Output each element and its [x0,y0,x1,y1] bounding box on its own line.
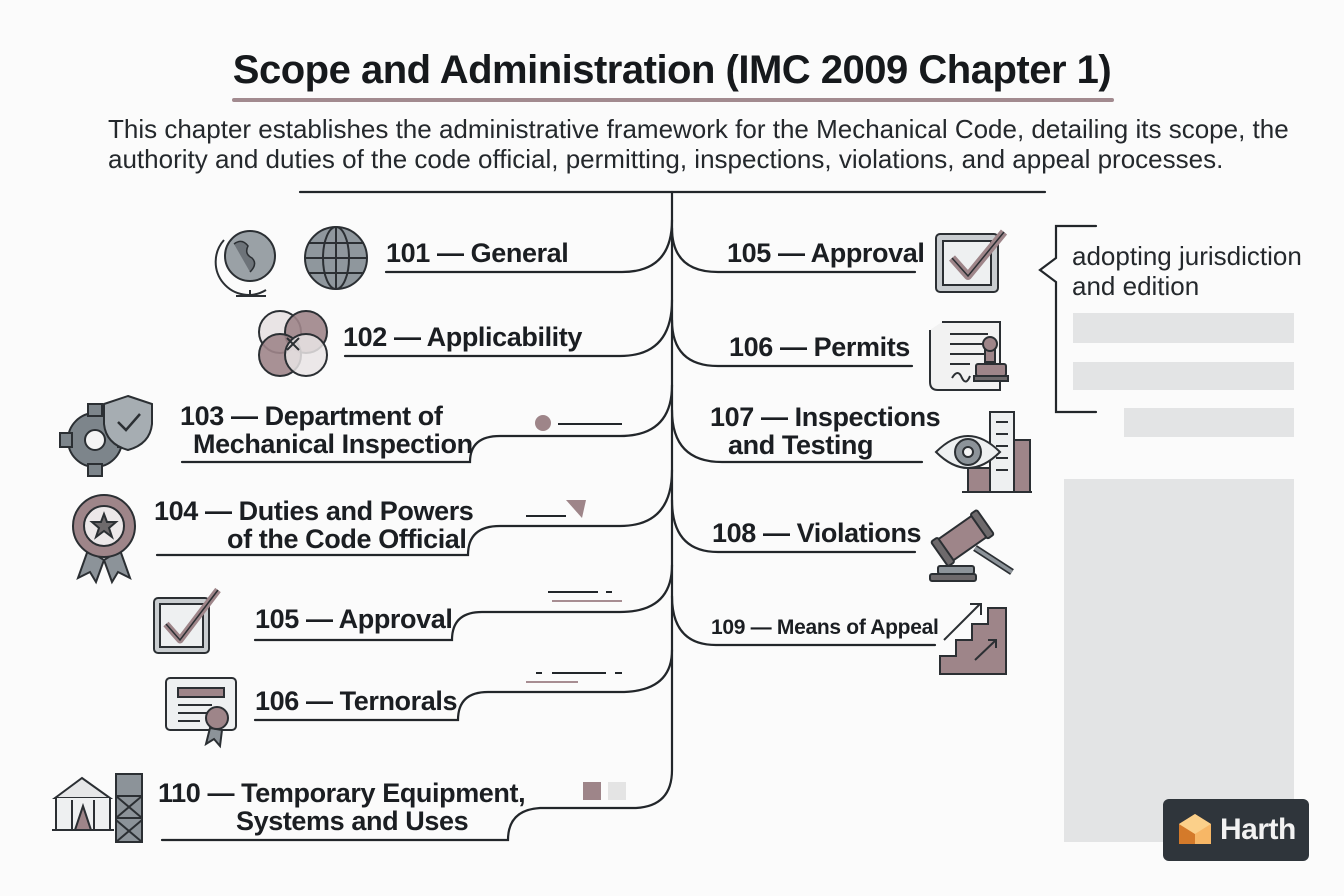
callout-note [1072,241,1302,301]
globe-icon [305,227,367,289]
section-105-right-title: 105 — Approval [727,238,925,268]
section-106-left-label [255,687,457,715]
intro-line-1: This chapter establishes the administrative framework for the Mechanical Code, detailing its scope, the [108,114,1289,144]
callout-line-2: and edition [1072,271,1200,301]
section-105-left-label [255,605,452,633]
section-101-label [386,239,568,267]
eye-building-icon [936,412,1032,492]
placeholder-panel [1064,313,1294,842]
brand-name: Harth [1220,813,1296,846]
permit-stamp-icon [930,322,1008,390]
section-104-label [154,497,473,553]
page-title: Scope and Administration (IMC 2009 Chapter 1) [232,48,1112,92]
branch-decorations [526,415,626,800]
section-110-label [158,779,525,835]
globe-stand-icon [216,231,275,296]
checkbox-icon-right [936,232,1004,292]
section-110-title-line1: 110 — Temporary Equipment, [158,778,526,808]
section-102-label [343,323,582,351]
section-103-title-line1: 103 — Department of [180,401,443,431]
section-109-title: 109 — Means of Appeal [711,616,939,639]
section-107-title-line2: and Testing [728,430,874,460]
section-102-title: 102 — Applicability [343,322,582,352]
brand-logo [1163,799,1309,861]
section-107-title-line1: 107 — Inspections [710,402,941,432]
stairs-arrow-icon [940,604,1006,674]
section-108-title: 108 — Violations [712,518,922,548]
venn-icon [259,311,327,376]
section-104-title-line2: of the Code Official [227,524,467,554]
certificate-icon [166,678,236,746]
section-106-right-label [729,333,910,361]
harth-logo-icon [1175,810,1215,850]
section-109-label [711,614,939,642]
gear-shield-icon [60,396,152,476]
section-103-label [180,402,473,458]
section-108-label [712,519,921,547]
section-103-title-line2: Mechanical Inspection [193,429,473,459]
checkbox-icon-left [154,590,218,653]
award-badge-icon [73,495,135,582]
section-105-left-title: 105 — Approval [255,604,453,634]
section-107-label [710,403,940,459]
intro-line-2: authority and duties of the code official, permitting, inspections, violations, and appeal processes. [108,144,1224,174]
section-104-title-line1: 104 — Duties and Powers [154,496,474,526]
section-101-title: 101 — General [386,238,569,268]
section-106-right-title: 106 — Permits [729,332,910,362]
section-105-right-label [727,239,924,267]
section-110-title-line2: Systems and Uses [236,806,469,836]
tent-scaffold-icon [52,774,142,842]
callout-line-1: adopting jurisdiction [1072,241,1302,271]
section-106-left-title: 106 — Ternorals [255,686,458,716]
gavel-icon [930,510,1012,581]
